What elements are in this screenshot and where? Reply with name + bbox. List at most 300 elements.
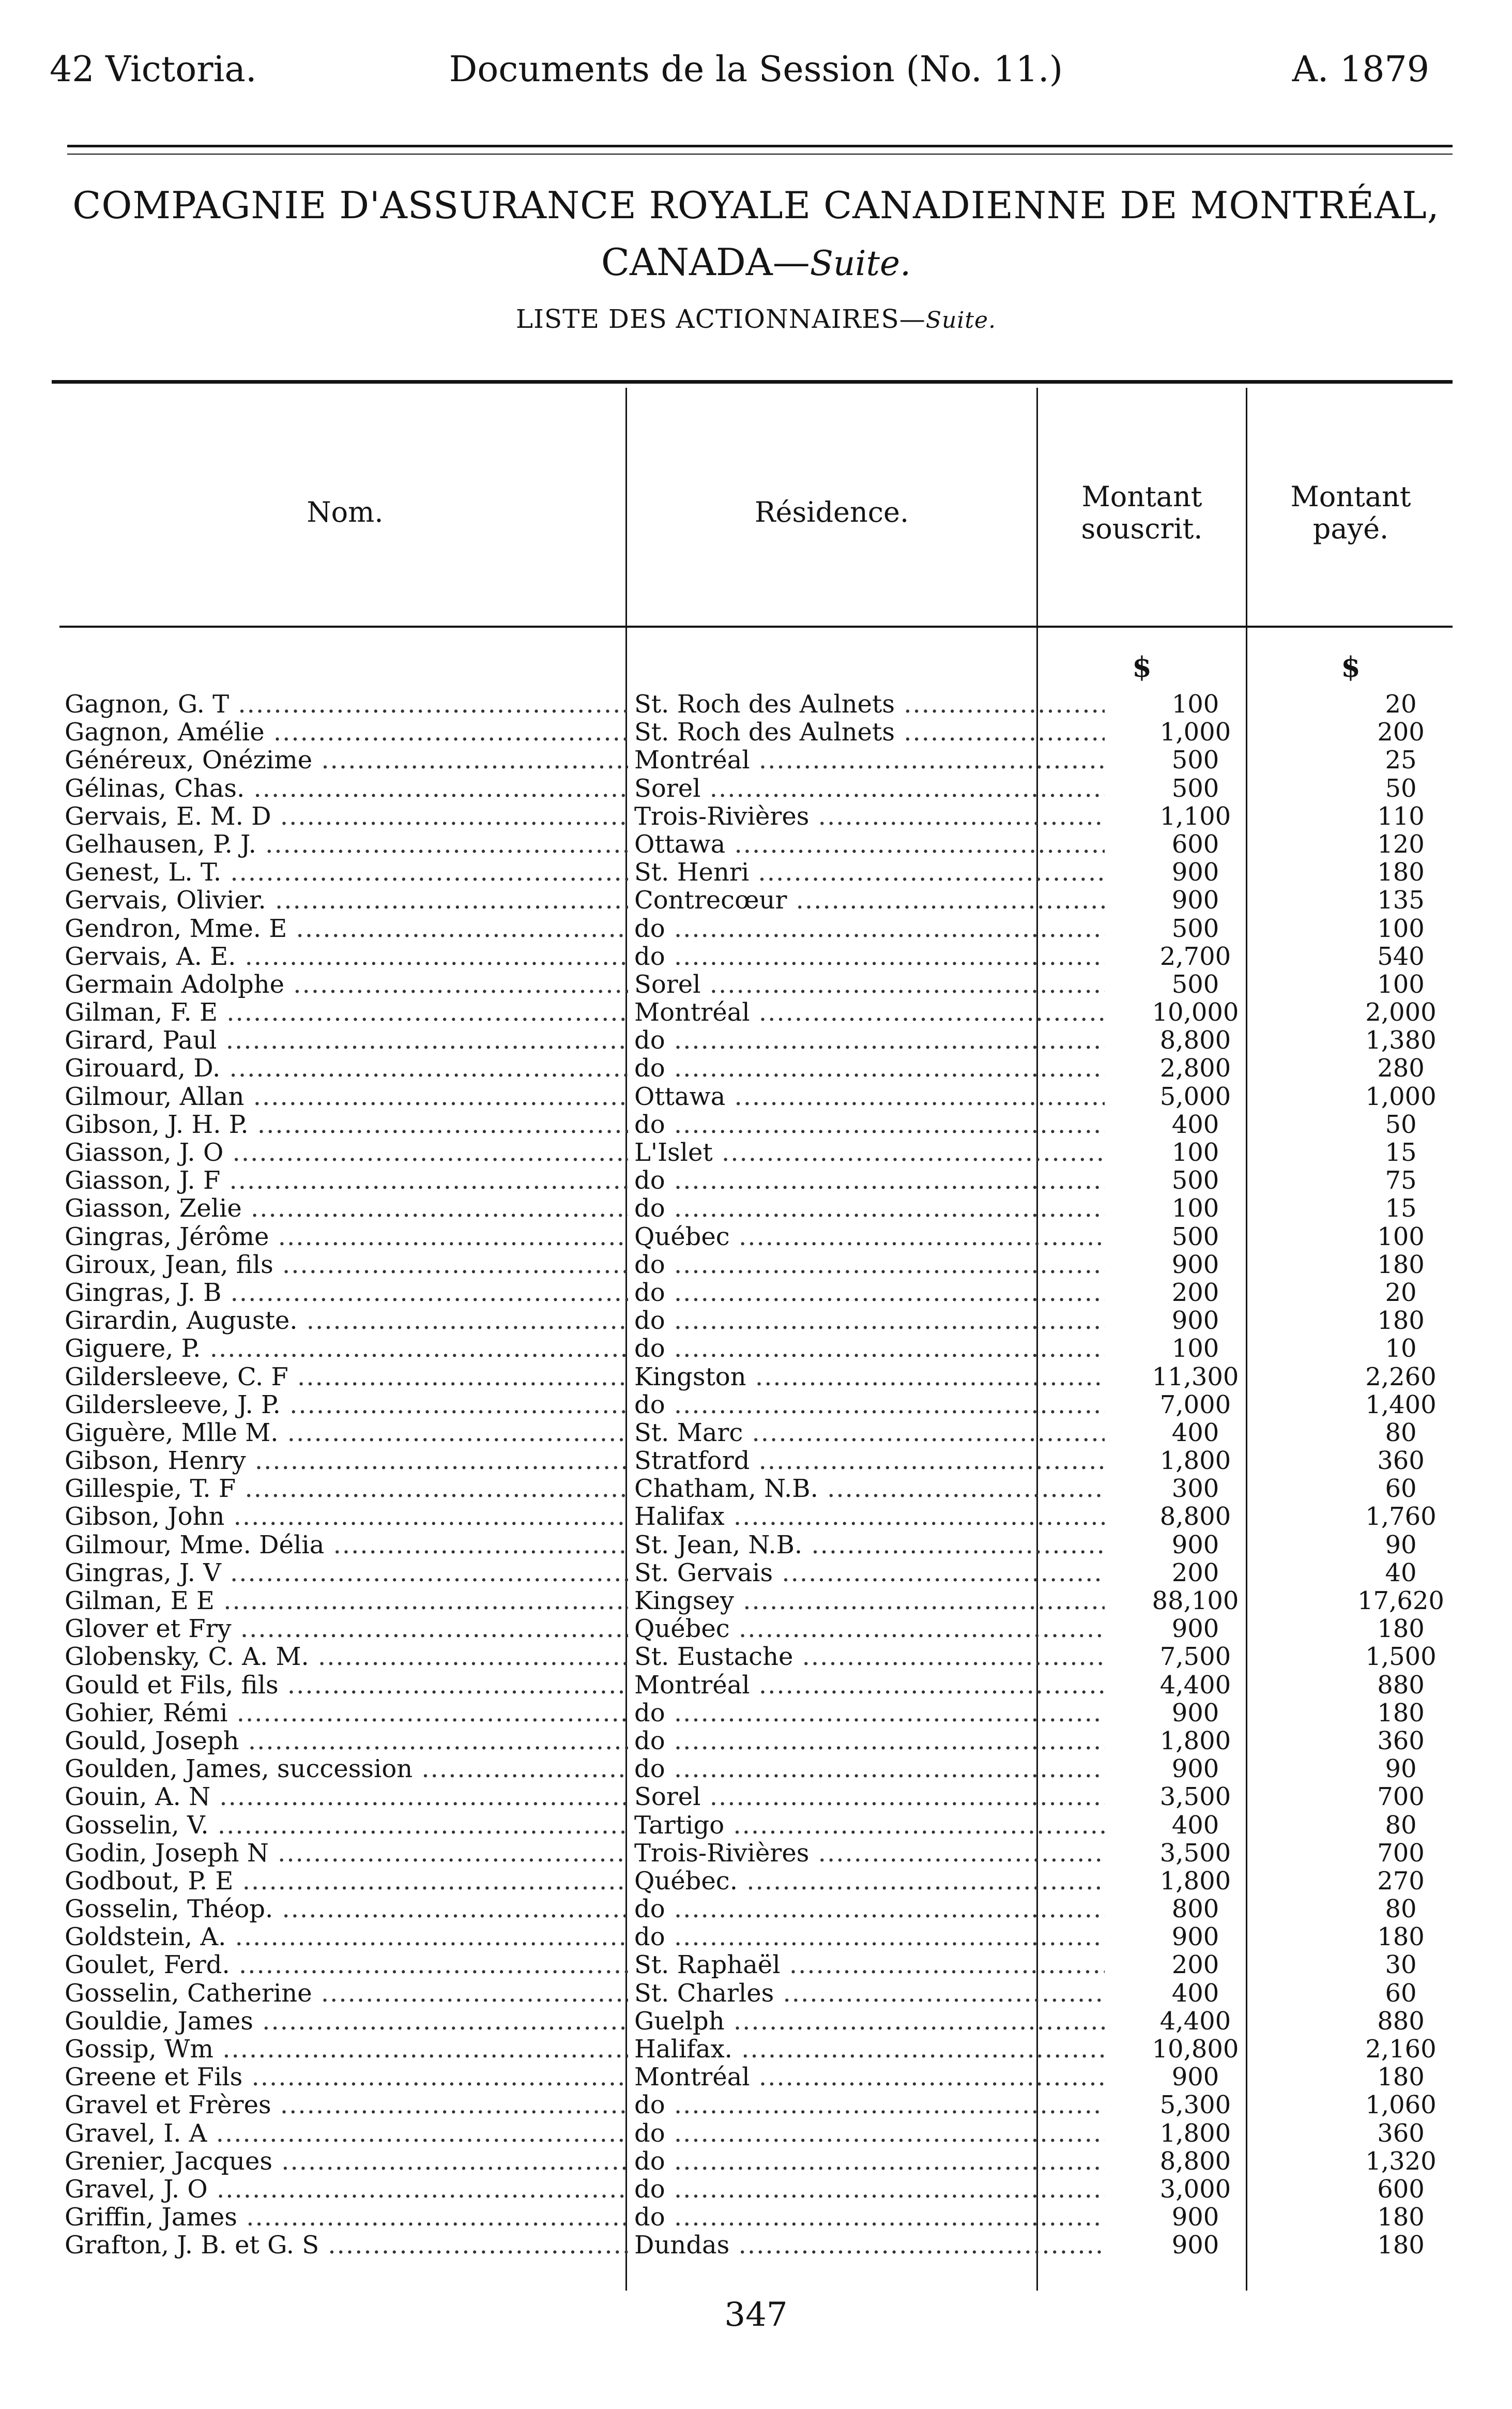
cell-residence: do ..... [634,1054,1105,1082]
cell-residence: Tartigo ..... [634,1811,1105,1839]
cell-paye: 1,380 [1365,1026,1437,1055]
table-row [59,2231,1455,2259]
cell-residence: Sorel ..... [634,1783,1105,1811]
cell-residence: do ..... [634,1391,1105,1419]
cell-residence: Québec. ..... [634,1867,1105,1895]
cell-paye: 180 [1377,2203,1425,2232]
list-title-suite: Suite. [925,307,997,334]
cell-paye: 360 [1377,1726,1425,1755]
table-row [59,1054,1455,1082]
cell-residence: do ..... [634,1895,1105,1923]
cell-nom: Gildersleeve, C. F ..... [65,1363,628,1391]
cell-nom: Girard, Paul ..... [65,1026,628,1054]
cell-residence: Trois-Rivières ..... [634,802,1105,830]
header-document-title: Documents de la Session (No. 11.) [449,49,1063,90]
cell-nom: Gravel, I. A ..... [65,2119,628,2147]
company-title: COMPAGNIE D'ASSURANCE ROYALE CANADIENNE DE MONTRÉAL, [72,184,1440,227]
column-header-souscrit-line1: Montant [1081,480,1202,513]
cell-nom: Gould et Fils, fils ..... [65,1671,628,1699]
table-row [59,2147,1455,2175]
table-row [59,1587,1455,1615]
table-row [59,2203,1455,2231]
table-row [59,2063,1455,2091]
cell-residence: Kingsey ..... [634,1587,1105,1615]
table-row [59,1307,1455,1335]
table-row [59,1111,1455,1139]
cell-souscrit: 100 [1171,1194,1219,1223]
cell-souscrit: 900 [1171,1699,1219,1727]
cell-nom: Gilmour, Mme. Délia ..... [65,1531,628,1559]
cell-residence: St. Roch des Aulnets ..... [634,690,1105,718]
cell-paye: 180 [1377,2231,1425,2260]
cell-paye: 30 [1385,1951,1417,1979]
cell-residence: St. Gervais ..... [634,1559,1105,1587]
table-row [59,1839,1455,1867]
cell-paye: 1,400 [1365,1390,1437,1419]
cell-souscrit: 900 [1171,1250,1219,1279]
table-row [59,746,1455,774]
table-row [59,2007,1455,2035]
cell-souscrit: 4,400 [1159,1671,1231,1699]
cell-nom: Gibson, Henry ..... [65,1447,628,1475]
cell-paye: 90 [1385,1755,1417,1783]
cell-souscrit: 2,700 [1159,942,1231,971]
table-row [59,971,1455,998]
cell-paye: 80 [1385,1418,1417,1447]
cell-souscrit: 100 [1171,1335,1219,1363]
cell-souscrit: 10,000 [1152,998,1239,1027]
cell-souscrit: 900 [1171,2231,1219,2260]
cell-nom: Gillespie, T. F ..... [65,1475,628,1503]
cell-souscrit: 3,500 [1159,1839,1231,1867]
table-row [59,1223,1455,1251]
cell-nom: Gouin, A. N ..... [65,1783,628,1811]
cell-paye: 1,760 [1365,1503,1437,1531]
cell-nom: Giasson, J. O ..... [65,1139,628,1166]
cell-residence: St. Eustache ..... [634,1643,1105,1671]
cell-souscrit: 900 [1171,1531,1219,1559]
cell-paye: 120 [1377,830,1425,858]
cell-souscrit: 900 [1171,1615,1219,1643]
cell-souscrit: 7,500 [1159,1643,1231,1671]
cell-souscrit: 3,000 [1159,2175,1231,2203]
column-header-paye-line1: Montant [1290,480,1411,513]
cell-residence: Kingston ..... [634,1363,1105,1391]
cell-souscrit: 4,400 [1159,2007,1231,2035]
cell-paye: 180 [1377,1923,1425,1951]
cell-paye: 200 [1377,718,1425,747]
cell-residence: St. Roch des Aulnets ..... [634,718,1105,746]
cell-paye: 100 [1377,1222,1425,1251]
cell-nom: Gingras, J. B ..... [65,1279,628,1307]
cell-paye: 50 [1385,774,1417,802]
cell-residence: Dundas ..... [634,2231,1105,2259]
cell-residence: Ottawa ..... [634,830,1105,858]
cell-nom: Giguere, P. ..... [65,1335,628,1362]
cell-nom: Giroux, Jean, fils ..... [65,1251,628,1279]
cell-residence: St. Marc ..... [634,1419,1105,1447]
cell-souscrit: 500 [1171,774,1219,802]
cell-paye: 2,160 [1365,2035,1437,2063]
cell-residence: do ..... [634,1194,1105,1222]
cell-paye: 880 [1377,2007,1425,2035]
cell-souscrit: 800 [1171,1895,1219,1923]
table-row [59,718,1455,746]
cell-residence: Contrecœur ..... [634,886,1105,914]
cell-souscrit: 88,100 [1152,1587,1239,1615]
table-row [59,1419,1455,1447]
table-row [59,690,1455,718]
cell-souscrit: 1,800 [1159,2119,1231,2147]
cell-paye: 2,260 [1365,1362,1437,1391]
table-row [59,1643,1455,1671]
cell-nom: Gibson, J. H. P. ..... [65,1111,628,1139]
cell-souscrit: 300 [1171,1475,1219,1503]
table-row [59,1083,1455,1111]
cell-souscrit: 1,000 [1159,718,1231,747]
header-rule-bottom [67,154,1453,155]
cell-nom: Gravel et Frères ..... [65,2091,628,2119]
cell-nom: Gilman, E E ..... [65,1587,628,1615]
cell-paye: 100 [1377,970,1425,998]
cell-nom: Griffin, James ..... [65,2203,628,2231]
cell-residence: do ..... [634,2091,1105,2119]
cell-nom: Gould, Joseph ..... [65,1727,628,1755]
cell-paye: 20 [1385,690,1417,718]
cell-nom: Goulet, Ferd. ..... [65,1951,628,1979]
cell-souscrit: 400 [1171,1110,1219,1139]
cell-nom: Goulden, James, succession ..... [65,1755,628,1783]
table-row [59,1699,1455,1727]
cell-nom: Gagnon, G. T ..... [65,690,628,718]
cell-paye: 90 [1385,1531,1417,1559]
cell-residence: Montréal ..... [634,2063,1105,2091]
cell-residence: do ..... [634,1699,1105,1727]
column-header-nom: Nom. [307,496,384,528]
cell-paye: 180 [1377,1699,1425,1727]
cell-nom: Glover et Fry ..... [65,1615,628,1643]
cell-residence: Halifax. ..... [634,2035,1105,2063]
cell-paye: 135 [1377,886,1425,915]
cell-paye: 80 [1385,1895,1417,1923]
company-subtitle-suite: Suite. [810,244,911,283]
cell-souscrit: 8,800 [1159,1026,1231,1055]
cell-nom: Goldstein, A. ..... [65,1923,628,1951]
list-title-main: LISTE DES ACTIONNAIRES— [515,304,926,334]
cell-souscrit: 500 [1171,914,1219,943]
cell-residence: L'Islet ..... [634,1139,1105,1166]
cell-nom: Gilman, F. E ..... [65,998,628,1026]
header-session-year: 42 Victoria. [50,49,257,90]
cell-nom: Gagnon, Amélie ..... [65,718,628,746]
cell-souscrit: 900 [1171,1307,1219,1335]
table-row [59,2119,1455,2147]
table-row [59,1979,1455,2007]
cell-paye: 700 [1377,1839,1425,1867]
cell-souscrit: 900 [1171,2063,1219,2092]
cell-residence: do ..... [634,2147,1105,2175]
cell-paye: 1,320 [1365,2147,1437,2175]
cell-souscrit: 8,800 [1159,1503,1231,1531]
table-row [59,1335,1455,1362]
table-row [59,858,1455,886]
table-header-rule [59,626,1453,628]
table-row [59,1951,1455,1979]
cell-paye: 880 [1377,1671,1425,1699]
cell-paye: 1,500 [1365,1643,1437,1671]
table-row [59,1503,1455,1531]
table-row [59,886,1455,914]
cell-residence: do ..... [634,1755,1105,1783]
company-subtitle-main: CANADA— [601,240,810,284]
table-row [59,1475,1455,1503]
cell-souscrit: 8,800 [1159,2147,1231,2175]
table-row [59,915,1455,943]
company-subtitle [0,240,1512,284]
cell-souscrit: 1,800 [1159,1447,1231,1475]
table-row [59,1447,1455,1475]
cell-paye: 25 [1385,746,1417,775]
table-row [59,2035,1455,2063]
cell-nom: Gélinas, Chas. ..... [65,775,628,802]
cell-nom: Gosselin, Catherine ..... [65,1979,628,2007]
cell-souscrit: 200 [1171,1951,1219,1979]
cell-residence: Stratford ..... [634,1447,1105,1475]
cell-paye: 20 [1385,1278,1417,1307]
cell-residence: do ..... [634,1251,1105,1279]
cell-residence: do ..... [634,1307,1105,1335]
cell-nom: Girouard, D. ..... [65,1054,628,1082]
cell-nom: Genest, L. T. ..... [65,858,628,886]
table-row [59,1755,1455,1783]
table-row [59,1251,1455,1279]
table-row [59,802,1455,830]
cell-paye: 360 [1377,2119,1425,2147]
cell-souscrit: 900 [1171,1923,1219,1951]
cell-residence: do ..... [634,2119,1105,2147]
cell-residence: do ..... [634,1335,1105,1362]
table-row [59,1671,1455,1699]
column-header-paye-line2: payé. [1312,512,1389,545]
cell-residence: Montréal ..... [634,998,1105,1026]
cell-residence: St. Raphaël ..... [634,1951,1105,1979]
cell-souscrit: 200 [1171,1558,1219,1587]
cell-paye: 40 [1385,1558,1417,1587]
cell-paye: 15 [1385,1194,1417,1223]
cell-nom: Godbout, P. E ..... [65,1867,628,1895]
cell-paye: 60 [1385,1979,1417,2007]
cell-paye: 360 [1377,1447,1425,1475]
cell-nom: Gingras, J. V ..... [65,1559,628,1587]
list-title [0,304,1512,334]
table-row [59,1559,1455,1587]
cell-residence: St. Henri ..... [634,858,1105,886]
cell-souscrit: 900 [1171,1755,1219,1783]
cell-residence: Montréal ..... [634,1671,1105,1699]
cell-nom: Grafton, J. B. et G. S ..... [65,2231,628,2259]
cell-paye: 270 [1377,1867,1425,1895]
cell-residence: Chatham, N.B. ..... [634,1475,1105,1503]
cell-souscrit: 900 [1171,858,1219,887]
cell-nom: Gelhausen, P. J. ..... [65,830,628,858]
column-header-residence: Résidence. [754,496,909,528]
column-header-paye [1247,481,1454,545]
cell-residence: do ..... [634,1026,1105,1054]
cell-nom: Gilmour, Allan ..... [65,1083,628,1111]
table-row [59,2091,1455,2119]
cell-residence: St. Charles ..... [634,1979,1105,2007]
cell-nom: Gervais, Olivier. ..... [65,886,628,914]
cell-souscrit: 500 [1171,1166,1219,1195]
cell-nom: Gouldie, James ..... [65,2007,628,2035]
cell-paye: 1,000 [1365,1082,1437,1111]
cell-paye: 600 [1377,2175,1425,2203]
cell-paye: 10 [1385,1335,1417,1363]
cell-residence: do ..... [634,1727,1105,1755]
table-row [59,1783,1455,1811]
cell-residence: Montréal ..... [634,746,1105,774]
table-row [59,1895,1455,1923]
cell-nom: Globensky, C. A. M. ..... [65,1643,628,1671]
cell-souscrit: 5,300 [1159,2091,1231,2119]
table-row [59,1166,1455,1194]
page-number: 347 [724,2296,788,2334]
cell-nom: Généreux, Onézime ..... [65,746,628,774]
cell-nom: Grenier, Jacques ..... [65,2147,628,2175]
table-row [59,1727,1455,1755]
cell-souscrit: 11,300 [1152,1362,1239,1391]
cell-nom: Gingras, Jérôme ..... [65,1223,628,1251]
cell-paye: 50 [1385,1110,1417,1139]
table-row [59,1615,1455,1643]
cell-paye: 180 [1377,1307,1425,1335]
cell-nom: Gosselin, V. ..... [65,1811,628,1839]
header-rule-top [67,145,1453,147]
cell-nom: Gravel, J. O ..... [65,2175,628,2203]
cell-souscrit: 7,000 [1159,1390,1231,1419]
cell-souscrit: 500 [1171,970,1219,998]
cell-souscrit: 10,800 [1152,2035,1239,2063]
cell-residence: Guelph ..... [634,2007,1105,2035]
cell-nom: Godin, Joseph N ..... [65,1839,628,1867]
table-row [59,1139,1455,1166]
cell-nom: Gendron, Mme. E ..... [65,915,628,943]
table-row [59,775,1455,802]
cell-residence: do ..... [634,2203,1105,2231]
cell-residence: do ..... [634,2175,1105,2203]
table-row [59,998,1455,1026]
cell-residence: do ..... [634,1111,1105,1139]
column-header-souscrit-line2: souscrit. [1081,512,1203,545]
cell-paye: 180 [1377,858,1425,887]
cell-souscrit: 1,800 [1159,1867,1231,1895]
cell-paye: 110 [1377,802,1425,830]
cell-nom: Germain Adolphe ..... [65,971,628,998]
cell-nom: Giasson, J. F ..... [65,1166,628,1194]
table-row [59,2175,1455,2203]
table-row [59,1391,1455,1419]
cell-residence: do ..... [634,943,1105,971]
cell-residence: do ..... [634,1166,1105,1194]
table-top-rule [52,380,1453,384]
currency-souscrit: $ [1132,650,1152,684]
cell-souscrit: 400 [1171,1811,1219,1839]
cell-paye: 180 [1377,1615,1425,1643]
cell-paye: 75 [1385,1166,1417,1195]
table-row [59,1279,1455,1307]
cell-nom: Greene et Fils ..... [65,2063,628,2091]
cell-paye: 2,000 [1365,998,1437,1027]
currency-paye: $ [1341,650,1361,684]
cell-paye: 60 [1385,1475,1417,1503]
cell-residence: Sorel ..... [634,971,1105,998]
shareholder-table-body [59,690,1455,2260]
cell-souscrit: 100 [1171,1139,1219,1166]
cell-nom: Giasson, Zelie ..... [65,1194,628,1222]
cell-souscrit: 100 [1171,690,1219,718]
cell-residence: do ..... [634,915,1105,943]
table-row [59,1026,1455,1054]
cell-residence: do ..... [634,1923,1105,1951]
table-row [59,943,1455,971]
cell-nom: Gosselin, Théop. ..... [65,1895,628,1923]
cell-residence: Sorel ..... [634,775,1105,802]
cell-paye: 1,060 [1365,2091,1437,2119]
cell-souscrit: 400 [1171,1979,1219,2007]
cell-paye: 540 [1377,942,1425,971]
cell-nom: Gildersleeve, J. P. ..... [65,1391,628,1419]
cell-residence: Trois-Rivières ..... [634,1839,1105,1867]
cell-paye: 15 [1385,1139,1417,1166]
cell-souscrit: 500 [1171,746,1219,775]
table-row [59,1867,1455,1895]
cell-souscrit: 1,800 [1159,1726,1231,1755]
cell-souscrit: 900 [1171,886,1219,915]
table-row [59,1531,1455,1559]
column-header-souscrit [1038,481,1246,545]
cell-residence: Québec ..... [634,1223,1105,1251]
cell-paye: 80 [1385,1811,1417,1839]
cell-residence: do ..... [634,1279,1105,1307]
cell-residence: St. Jean, N.B. ..... [634,1531,1105,1559]
cell-nom: Girardin, Auguste. ..... [65,1307,628,1335]
cell-nom: Gossip, Wm ..... [65,2035,628,2063]
header-year-code: A. 1879 [1292,49,1429,90]
cell-residence: Halifax ..... [634,1503,1105,1531]
cell-paye: 17,620 [1357,1587,1444,1615]
cell-residence: Québec ..... [634,1615,1105,1643]
table-row [59,830,1455,858]
table-row [59,1923,1455,1951]
cell-paye: 180 [1377,1250,1425,1279]
table-row [59,1363,1455,1391]
cell-souscrit: 600 [1171,830,1219,858]
cell-souscrit: 900 [1171,2203,1219,2232]
cell-residence: Ottawa ..... [634,1083,1105,1111]
cell-nom: Gohier, Rémi ..... [65,1699,628,1727]
cell-souscrit: 200 [1171,1278,1219,1307]
cell-paye: 700 [1377,1783,1425,1811]
cell-souscrit: 3,500 [1159,1783,1231,1811]
cell-souscrit: 500 [1171,1222,1219,1251]
table-row [59,1194,1455,1222]
cell-paye: 100 [1377,914,1425,943]
cell-nom: Gervais, E. M. D ..... [65,802,628,830]
cell-souscrit: 2,800 [1159,1054,1231,1083]
cell-nom: Gibson, John ..... [65,1503,628,1531]
cell-nom: Gervais, A. E. ..... [65,943,628,971]
cell-souscrit: 400 [1171,1418,1219,1447]
